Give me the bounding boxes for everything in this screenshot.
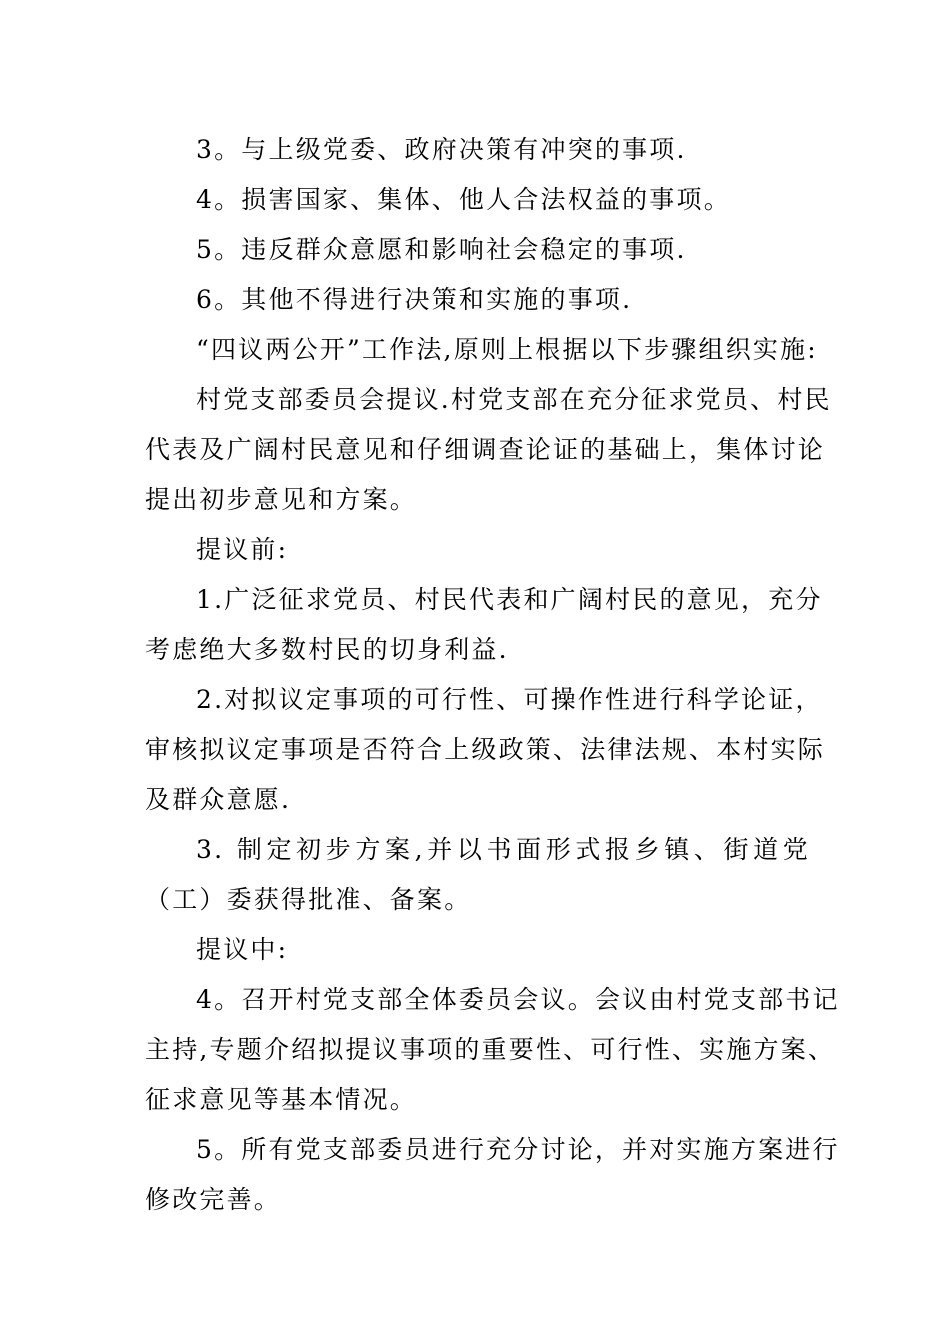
before-item-3-line-2: （工）委获得批准、备案。 [145, 885, 472, 914]
proposal-paragraph-line-2: 代表及广阔村民意见和仔细调查论证的基础上，集体讨论 [145, 435, 826, 464]
proposal-paragraph-line-1: 村党支部委员会提议.村党支部在充分征求党员、村民 [196, 385, 832, 414]
item-3-line: 3。与上级党委、政府决策有冲突的事项. [196, 135, 687, 164]
before-item-1-line-2: 考虑绝大多数村民的切身利益. [145, 635, 509, 664]
before-proposal-heading: 提议前: [196, 535, 289, 564]
during-item-4-line-1: 4。召开村党支部全体委员会议。会议由村党支部书记 [196, 985, 840, 1014]
item-5-line: 5。违反群众意愿和影响社会稳定的事项. [196, 235, 687, 264]
item-6-line: 6。其他不得进行决策和实施的事项. [196, 285, 633, 314]
method-intro-line: “四议两公开”工作法,原则上根据以下步骤组织实施: [196, 335, 818, 364]
during-item-4-line-3: 征求意见等基本情况。 [145, 1085, 418, 1114]
during-item-5-line-2: 修改完善。 [145, 1185, 282, 1214]
during-item-4-line-2: 主持,专题介绍拟提议事项的重要性、可行性、实施方案、 [145, 1035, 836, 1064]
before-item-3-line-1: 3. 制定初步方案,并以书面形式报乡镇、街道党 [196, 835, 810, 864]
during-item-5-line-1: 5。所有党支部委员进行充分讨论，并对实施方案进行 [196, 1135, 840, 1164]
during-proposal-heading: 提议中: [196, 935, 289, 964]
before-item-2-line-3: 及群众意愿. [145, 785, 292, 814]
before-item-2-line-2: 审核拟议定事项是否符合上级政策、法律法规、本村实际 [145, 735, 826, 764]
item-4-line: 4。损害国家、集体、他人合法权益的事项。 [196, 185, 731, 214]
before-item-2-line-1: 2.对拟议定事项的可行性、可操作性进行科学论证， [196, 685, 823, 714]
proposal-paragraph-line-3: 提出初步意见和方案。 [145, 485, 418, 514]
before-item-1-line-1: 1.广泛征求党员、村民代表和广阔村民的意见，充分 [196, 585, 823, 614]
